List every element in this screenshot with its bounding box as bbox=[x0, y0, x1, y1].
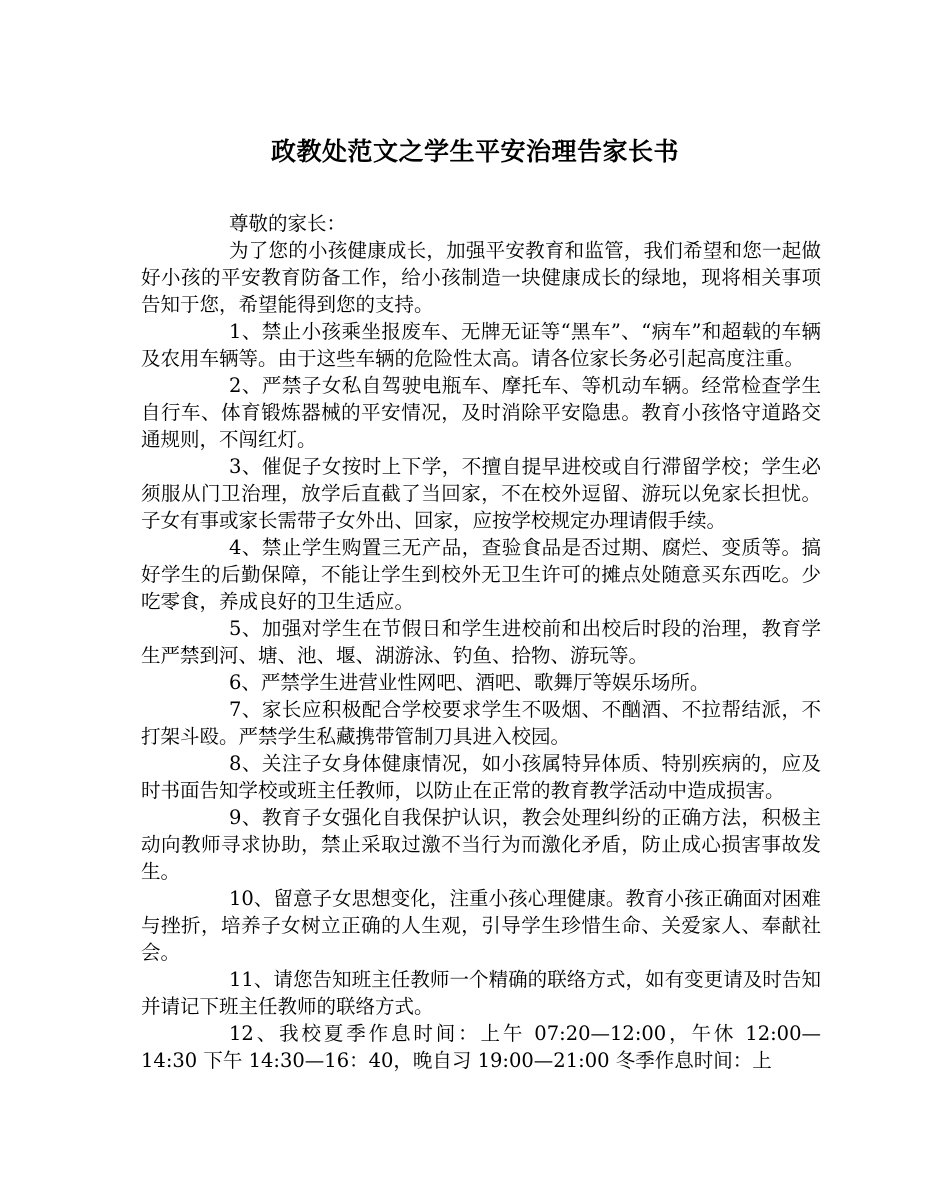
item-12-paragraph: 12、我校夏季作息时间：上午 07:20—12:00，午休 12:00—14:30 下午 14:30—16：40，晚自习 19:00—21:00 冬季作息时间：上 bbox=[141, 1022, 821, 1072]
item-8-paragraph: 8、关注子女身体健康情况，如小孩属特异体质、特别疾病的，应及时书面告知学校或班主任教师，以防止在正常的教育教学活动中造成损害。 bbox=[141, 752, 821, 802]
item-5-paragraph: 5、加强对学生在节假日和学生进校前和出校后时段的治理，教育学生严禁到河、塘、池、堰、湖游泳、钓鱼、拾物、游玩等。 bbox=[141, 617, 821, 667]
item-10-paragraph: 10、留意子女思想变化，注重小孩心理健康。教育小孩正确面对困难与挫折，培养子女树立正确的人生观，引导学生珍惜生命、关爱家人、奉献社会。 bbox=[141, 887, 821, 964]
item-3-paragraph: 3、催促子女按时上下学，不擅自提早进校或自行滞留学校；学生必须服从门卫治理，放学后直截了当回家，不在校外逗留、游玩以免家长担忧。子女有事或家长需带子女外出、回家，应按学校规定办理请假手续。 bbox=[141, 455, 821, 532]
item-7-paragraph: 7、家长应积极配合学校要求学生不吸烟、不酗酒、不拉帮结派，不打架斗殴。严禁学生私藏携带管制刀具进入校园。 bbox=[141, 698, 821, 748]
item-9-paragraph: 9、教育子女强化自我保护认识，教会处理纠纷的正确方法，积极主动向教师寻求协助，禁止采取过激不当行为而激化矛盾，防止成心损害事故发生。 bbox=[141, 806, 821, 883]
item-1-paragraph: 1、禁止小孩乘坐报废车、无牌无证等“黑车”、“病车”和超载的车辆及农用车辆等。由于这些车辆的危险性太高。请各位家长务必引起高度注重。 bbox=[141, 320, 821, 370]
intro-paragraph: 为了您的小孩健康成长，加强平安教育和监管，我们希望和您一起做好小孩的平安教育防备工作，给小孩制造一块健康成长的绿地，现将相关事项告知于您，希望能得到您的支持。 bbox=[141, 239, 821, 316]
item-4-paragraph: 4、禁止学生购置三无产品，查验食品是否过期、腐烂、变质等。搞好学生的后勤保障，不能让学生到校外无卫生许可的摊点处随意买东西吃。少吃零食，养成良好的卫生适应。 bbox=[141, 536, 821, 613]
item-2-paragraph: 2、严禁子女私自驾驶电瓶车、摩托车、等机动车辆。经常检查学生自行车、体育锻炼器械的平安情况，及时消除平安隐患。教育小孩恪守道路交通规则，不闯红灯。 bbox=[141, 374, 821, 451]
document-body bbox=[141, 210, 821, 1074]
item-6-paragraph: 6、严禁学生进营业性网吧、酒吧、歌舞厅等娱乐场所。 bbox=[229, 671, 710, 694]
salutation: 尊敬的家长： bbox=[229, 212, 347, 235]
document-title: 政教处范文之学生平安治理告家长书 bbox=[270, 137, 679, 166]
item-11-paragraph: 11、请您告知班主任教师一个精确的联络方式，如有变更请及时告知并请记下班主任教师的联络方式。 bbox=[141, 968, 821, 1018]
